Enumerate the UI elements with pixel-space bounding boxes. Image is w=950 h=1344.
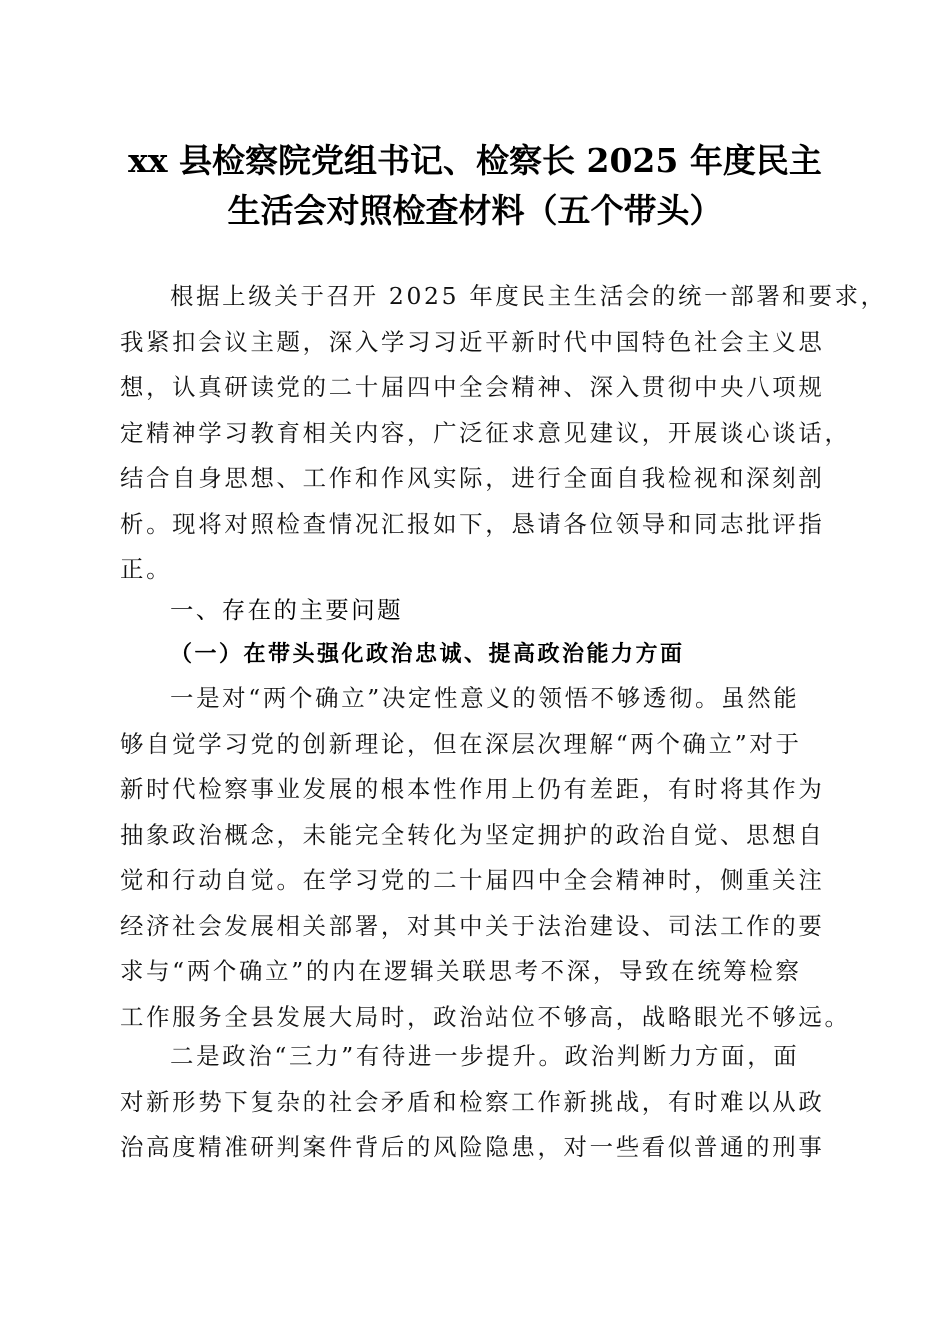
title-line: 生活会对照检查材料（五个带头）: [227, 191, 723, 230]
intro-paragraph: [120, 274, 887, 593]
paragraph-line: 二是政治“三力”有待进一步提升。政治判断力方面，面: [170, 1042, 800, 1070]
paragraph-line: 析。现将对照检查情况汇报如下，恳请各位领导和同志批评指: [120, 509, 825, 538]
title-line: xx 县检察院党组书记、检察长 2025 年度民主: [128, 141, 822, 180]
paragraph-line: 定精神学习教育相关内容，广泛征求意见建议，开展谈心谈话，: [120, 418, 851, 447]
document-title: [80, 136, 870, 236]
paragraph-line: 想，认真研读党的二十届四中全会精神、深入贯彻中央八项规: [120, 373, 825, 401]
paragraph-line: 正。: [120, 555, 173, 583]
point-one-paragraph: [120, 676, 851, 1040]
paragraph-line: 我紧扣会议主题，深入学习习近平新时代中国特色社会主义思: [120, 327, 825, 356]
paragraph-line: 对新形势下复杂的社会矛盾和检察工作新挑战，有时难以从政: [120, 1087, 825, 1116]
paragraph-line: 抽象政治概念，未能完全转化为坚定拥护的政治自觉、思想自: [120, 820, 825, 849]
paragraph-line: 够自觉学习党的创新理论，但在深层次理解“两个确立”对于: [120, 729, 802, 758]
paragraph-line: 求与“两个确立”的内在逻辑关联思考不深，导致在统筹检察: [120, 957, 802, 985]
paragraph-line: 一是对“两个确立”决定性意义的领悟不够透彻。虽然能: [170, 684, 800, 712]
point-two-paragraph: [120, 1034, 832, 1171]
paragraph-line: 经济社会发展相关部署，对其中关于法治建设、司法工作的要: [120, 911, 825, 940]
paragraph-line: 结合自身思想、工作和作风实际，进行全面自我检视和深刻剖: [120, 464, 825, 492]
paragraph-line: 根据上级关于召开 2025 年度民主生活会的统一部署和要求，: [170, 282, 887, 310]
paragraph-line: 觉和行动自觉。在学习党的二十届四中全会精神时，侧重关注: [120, 866, 825, 894]
paragraph-line: 工作服务全县发展大局时，政治站位不够高，战略眼光不够远。: [120, 1002, 851, 1031]
subsection-heading: （一）在带头强化政治忠诚、提高政治能力方面: [170, 641, 685, 667]
section-heading: 一、存在的主要问题: [170, 596, 404, 624]
paragraph-line: 新时代检察事业发展的根本性作用上仍有差距，有时将其作为: [120, 775, 825, 803]
paragraph-line: 治高度精准研判案件背后的风险隐患，对一些看似普通的刑事: [120, 1133, 825, 1161]
